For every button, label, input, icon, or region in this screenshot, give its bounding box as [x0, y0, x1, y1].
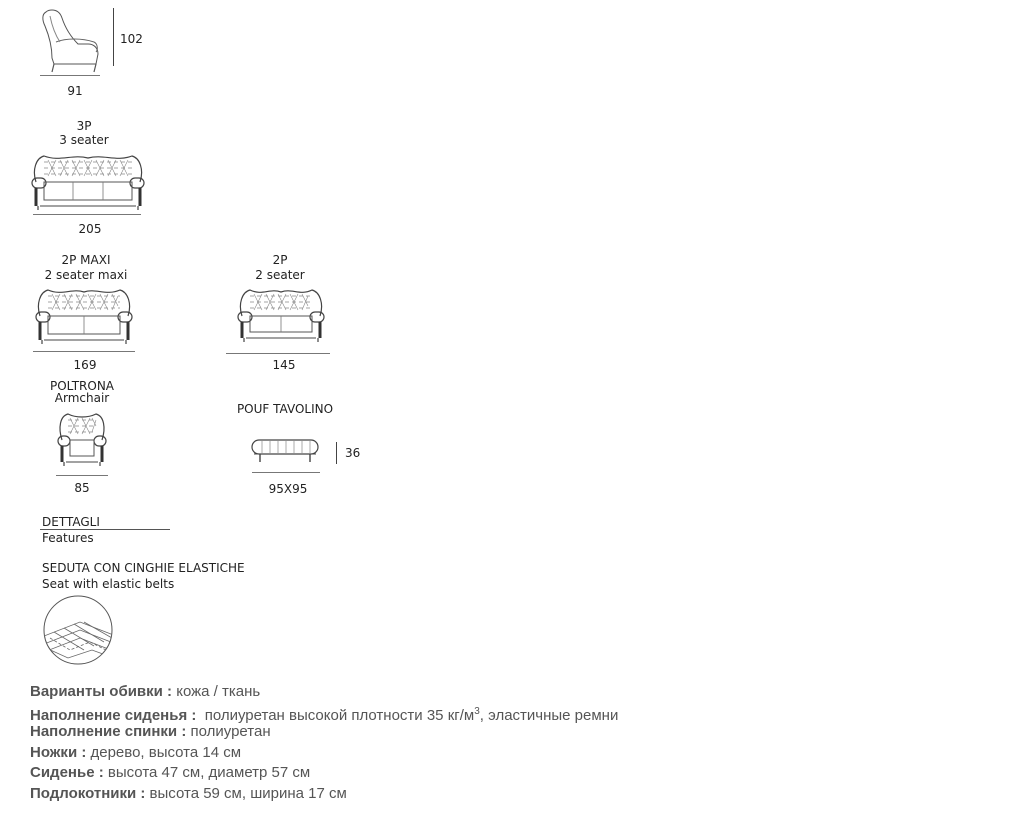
wing-chair-height-line	[113, 8, 114, 66]
sofa-2p-name: 2 seater	[255, 268, 305, 282]
feature-title-en: Seat with elastic belts	[42, 577, 175, 591]
wing-chair-width-line	[40, 75, 100, 76]
sofa-2p-maxi-drawing	[34, 286, 134, 344]
spec-upholstery-value: кожа / ткань	[172, 683, 261, 700]
wing-chair-width: 91	[67, 84, 83, 98]
sofa-3p-width-line	[33, 214, 141, 215]
sofa-3p-code: 3P	[76, 119, 92, 133]
spec-armrests-value: высота 59 см, ширина 17 см	[145, 785, 347, 802]
sofa-3p-name: 3 seater	[59, 133, 109, 147]
sofa-3p-width: 205	[78, 222, 102, 236]
pouf-height: 36	[345, 446, 361, 460]
spec-seat-fill-sup: 3	[474, 706, 480, 717]
spec-armrests	[30, 784, 347, 804]
sofa-2p-maxi-code: 2P MAXI	[61, 253, 111, 267]
sofa-2p-maxi-width-line	[33, 351, 135, 352]
sofa-2p-maxi-name: 2 seater maxi	[44, 268, 128, 282]
spec-legs-label: Ножки :	[30, 744, 87, 761]
armchair-width: 85	[74, 481, 90, 495]
details-title-it: DETTAGLI	[42, 515, 100, 529]
armchair-name: Armchair	[54, 391, 110, 405]
sofa-3p-drawing	[30, 152, 146, 210]
spec-seat-value: высота 47 см, диаметр 57 см	[103, 764, 311, 781]
sofa-2p-width-line	[226, 353, 330, 354]
pouf-code: POUF TAVOLINO	[236, 402, 334, 416]
spec-seat-fill-value-after: , эластичные ремни	[479, 707, 619, 724]
sofa-2p-code: 2P	[272, 253, 288, 267]
sofa-2p-width: 145	[272, 358, 296, 372]
wing-chair-side-drawing	[38, 8, 102, 74]
pouf-width-line	[252, 472, 320, 473]
feature-title-it: SEDUTA CON CINGHIE ELASTICHE	[42, 561, 245, 575]
spec-back-fill-value: полиуретан	[186, 723, 271, 740]
spec-seat-fill-value: полиуретан высокой плотности 35 кг/м	[196, 707, 475, 724]
spec-seat	[30, 763, 310, 783]
spec-back-fill	[30, 722, 271, 742]
details-divider	[40, 529, 170, 530]
pouf-size: 95X95	[268, 482, 308, 496]
armchair-code: POLTRONA	[49, 379, 114, 393]
elastic-belts-detail-drawing	[40, 592, 120, 672]
wing-chair-height: 102	[120, 32, 143, 46]
spec-seat-label: Сиденье :	[30, 764, 104, 781]
spec-upholstery-label: Варианты обивки :	[30, 683, 173, 700]
spec-legs-value: дерево, высота 14 см	[86, 744, 242, 761]
spec-back-fill-label: Наполнение спинки :	[30, 723, 187, 740]
spec-upholstery	[30, 682, 260, 702]
sofa-2p-maxi-width: 169	[73, 358, 97, 372]
spec-armrests-label: Подлокотники :	[30, 785, 146, 802]
details-title-en: Features	[42, 531, 94, 545]
spec-seat-fill-label: Наполнение сиденья :	[30, 707, 197, 724]
pouf-drawing	[250, 438, 320, 464]
spec-legs	[30, 743, 241, 763]
pouf-height-line	[336, 442, 337, 464]
armchair-width-line	[56, 475, 108, 476]
sofa-2p-drawing	[236, 286, 326, 344]
armchair-drawing	[56, 410, 108, 468]
